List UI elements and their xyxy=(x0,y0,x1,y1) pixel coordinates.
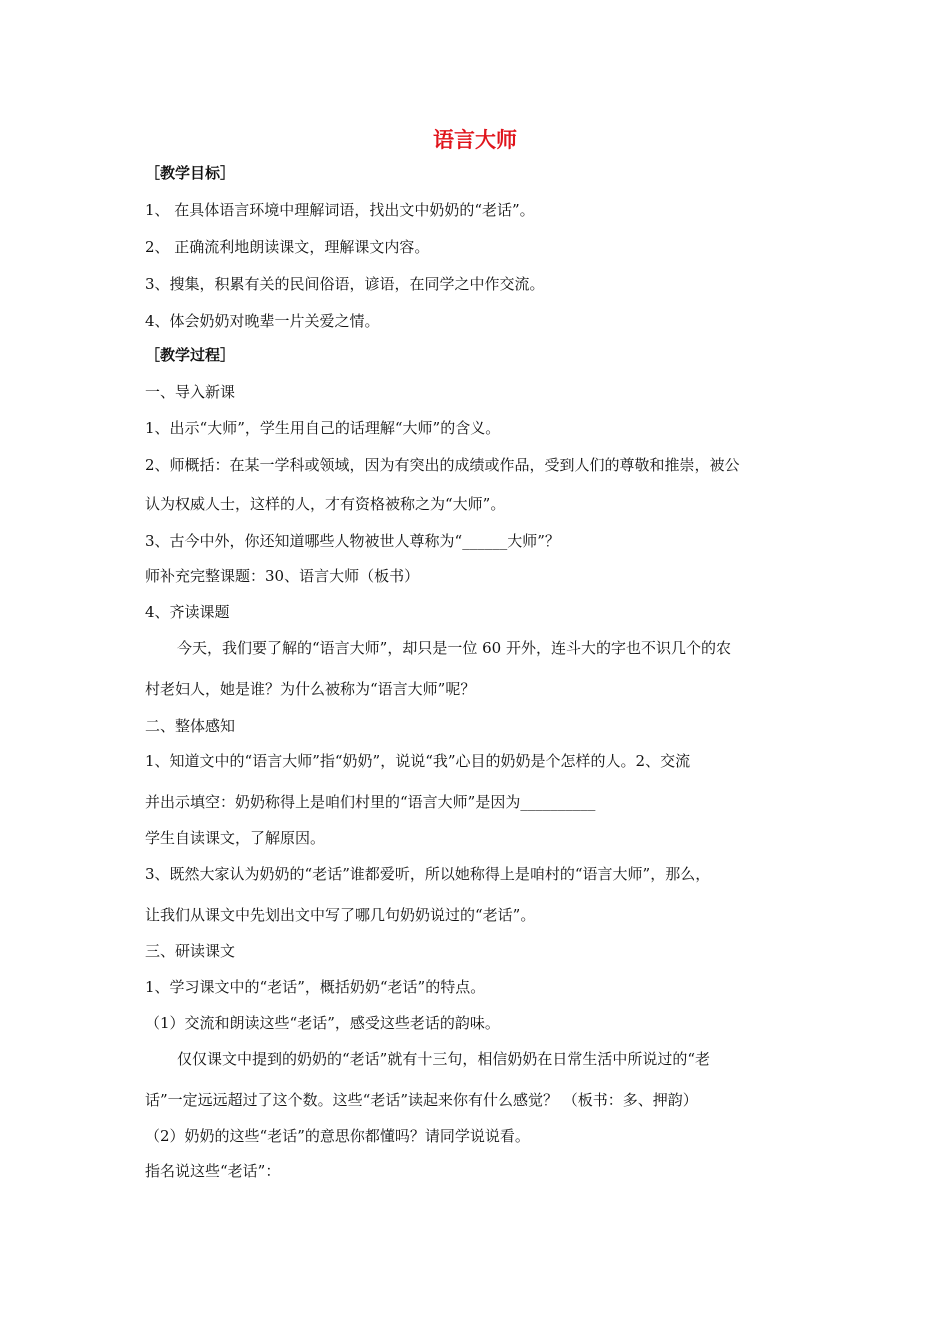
document-title: 语言大师 xyxy=(433,127,517,152)
text-line: 3、既然大家认为奶奶的“老话”谁都爱听，所以她称得上是咱村的“语言大师”，那么， xyxy=(145,865,711,883)
text-line: 二、整体感知 xyxy=(145,717,236,735)
text-line: 让我们从课文中先划出文中写了哪几句奶奶说过的“老话”。 xyxy=(145,906,536,924)
text-line: 3、搜集，积累有关的民间俗语，谚语，在同学之中作交流。 xyxy=(145,275,545,293)
section-heading-goals: ［教学目标］ xyxy=(145,164,236,182)
text-line: 1、出示“大师”，学生用自己的话理解“大师”的含义。 xyxy=(145,419,501,437)
text-line: 村老妇人，她是谁？为什么被称为“语言大师”呢？ xyxy=(145,680,476,698)
text-line: 3、古今中外，你还知道哪些人物被世人尊称为“______大师”？ xyxy=(145,532,560,550)
text-line: 认为权威人士，这样的人，才有资格被称之为“大师”。 xyxy=(145,495,506,513)
text-line: 并出示填空：奶奶称得上是咱们村里的“语言大师”是因为__________ xyxy=(145,793,596,811)
text-line: 今天，我们要了解的“语言大师”，却只是一位 60 开外，连斗大的字也不识几个的农 xyxy=(177,639,731,657)
text-line: 1、 在具体语言环境中理解词语，找出文中奶奶的“老话”。 xyxy=(145,201,535,219)
text-line: （1）交流和朗读这些“老话”，感受这些老话的韵味。 xyxy=(145,1014,500,1032)
text-line: 话”一定远远超过了这个数。这些“老话”读起来你有什么感觉？ （板书：多、押韵） xyxy=(145,1091,698,1109)
text-line: 1、学习课文中的“老话”，概括奶奶“老话”的特点。 xyxy=(145,978,486,996)
text-line: 学生自读课文，了解原因。 xyxy=(145,829,326,847)
text-line: 2、 正确流利地朗读课文，理解课文内容。 xyxy=(145,238,430,256)
text-line: 1、知道文中的“语言大师”指“奶奶”，说说“我”心目的奶奶是个怎样的人。2、交流 xyxy=(145,752,691,770)
text-line: 4、体会奶奶对晚辈一片关爱之情。 xyxy=(145,312,380,330)
text-line: 指名说这些“老话”： xyxy=(145,1162,281,1180)
section-heading-process: ［教学过程］ xyxy=(145,346,236,364)
text-line: 三、研读课文 xyxy=(145,942,236,960)
text-line: 仅仅课文中提到的奶奶的“老话”就有十三句，相信奶奶在日常生活中所说过的“老 xyxy=(177,1050,711,1068)
text-line: （2）奶奶的这些“老话”的意思你都懂吗？请同学说说看。 xyxy=(145,1127,530,1145)
text-line: 2、师概括：在某一学科或领域，因为有突出的成绩或作品，受到人们的尊敬和推崇，被公 xyxy=(145,456,740,474)
text-line: 师补充完整课题：30、语言大师（板书） xyxy=(145,567,420,585)
text-line: 4、齐读课题 xyxy=(145,603,230,621)
text-line: 一、导入新课 xyxy=(145,383,236,401)
